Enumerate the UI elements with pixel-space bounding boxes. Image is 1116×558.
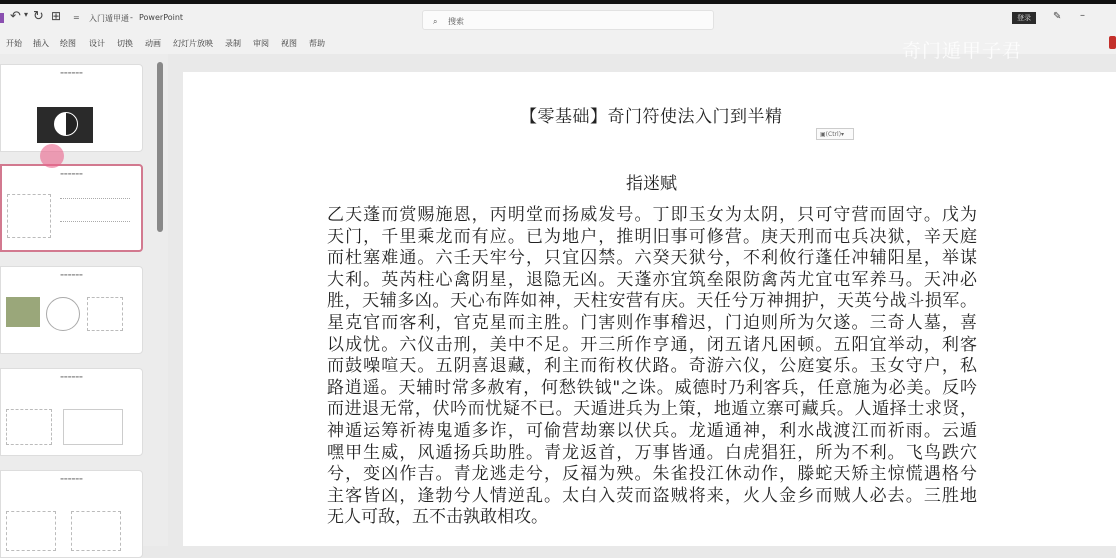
tab-slideshow[interactable]: 幻灯片放映: [173, 39, 213, 48]
body-line: 嘿甲生威，风遁扬兵助胜。青龙返首，万事皆通。白虎猖狂，所为不利。飞鸟跌穴: [327, 442, 977, 463]
body-line: 以成忧。六仪击刑，美中不足。开三所作亨通，闭五诸凡困顿。五阳宜举动，利客: [327, 334, 977, 355]
body-line: 星克官而客利，官克星而主胜。门害则作事稽迟，门迫则所为欠遂。三奇人墓，喜: [327, 312, 977, 333]
tab-draw[interactable]: 绘图: [60, 39, 76, 48]
body-line: 无人可敌，五不击孰敢相攻。: [327, 507, 548, 528]
redo-icon[interactable]: ↻: [33, 9, 44, 24]
thumbnail-wheel: [46, 297, 80, 331]
app-icon: [0, 13, 4, 23]
slide-thumbnail-pane: [0, 54, 168, 546]
yinyang-logo-image: [37, 107, 93, 143]
slide-thumbnail-1[interactable]: [0, 64, 143, 152]
slide-subtitle[interactable]: 指迷赋: [626, 174, 677, 194]
thumbnail-text: [60, 198, 130, 222]
body-line: 主客皆凶，逢勃兮人情逆乱。太白入荧而盗贼将来，火人金乡而贼人必去。三胜地: [327, 485, 977, 506]
chevron-down-icon: ▾: [841, 131, 845, 138]
tab-review[interactable]: 审阅: [253, 39, 269, 48]
thumbnail-image: [6, 297, 40, 327]
yinyang-icon: [54, 112, 78, 136]
search-input[interactable]: [422, 10, 714, 30]
thumbnail-caption: ▬▬▬▬▬▬: [60, 476, 83, 481]
paste-options-label: (Ctrl): [825, 131, 842, 138]
tab-design[interactable]: 设计: [89, 39, 105, 48]
thumbnail-grid: [63, 409, 123, 445]
login-button[interactable]: 登录: [1012, 12, 1036, 24]
tab-home[interactable]: 开始: [6, 39, 22, 48]
search-placeholder: 搜索: [448, 17, 465, 26]
thumbnail-grid: [6, 511, 56, 551]
thumbnail-grid: [71, 511, 121, 551]
thumbnail-grid: [6, 409, 52, 445]
body-line: 而进退无常，伏吟而忧疑不已。天遁进兵为上策，地遁立寨可藏兵。人遁择士求贤，: [327, 399, 977, 420]
tab-transitions[interactable]: 切换: [117, 39, 133, 48]
minimize-icon[interactable]: –: [1080, 10, 1085, 21]
slide-thumbnail-5[interactable]: [0, 470, 143, 558]
slide-body-text[interactable]: [327, 205, 977, 529]
thumbnail-caption: ▬▬▬▬▬▬: [60, 171, 83, 176]
slide-thumbnail-2[interactable]: [0, 164, 143, 252]
body-line: 而杜塞难通。六壬天牢兮，只宜囚禁。六癸天狱兮，不利攸行蓬任冲辅阳星，举谋: [327, 248, 977, 269]
slide-title[interactable]: 【零基础】奇门符使法入门到半精: [520, 107, 783, 127]
qat-customize-icon[interactable]: =: [73, 13, 80, 22]
body-line: 乙天蓬而赏赐施恩，丙明堂而扬威发号。丁即玉女为太阴，只可守营而固守。戊为: [327, 205, 977, 225]
app-name: PowerPoint: [139, 13, 184, 22]
title-bar: [0, 4, 1116, 32]
undo-icon[interactable]: ↶: [10, 9, 21, 24]
clipboard-icon: ▣: [820, 131, 826, 138]
thumbnail-grid: [7, 194, 51, 238]
slide-thumbnail-4[interactable]: [0, 368, 143, 456]
thumbnail-caption: ▬▬▬▬▬▬: [60, 374, 83, 379]
tab-record[interactable]: 录制: [225, 39, 241, 48]
body-line: 路逍遥。天辅时常多赦宥，何愁铁钺"之诛。威德时乃利客兵，任意施为必美。反吟: [327, 377, 977, 398]
file-name: 入门遁甲通: [89, 14, 129, 23]
watermark: 奇门遁甲子君: [902, 40, 1023, 62]
tab-help[interactable]: 帮助: [309, 39, 325, 48]
pen-icon[interactable]: ✎: [1053, 11, 1062, 22]
body-line: 神遁运筹祈祷鬼遁多诈，可偷营劫寨以伏兵。龙遁通神，利水战渡江而祈雨。云遁: [327, 420, 977, 441]
paste-options-button[interactable]: [816, 128, 854, 140]
title-separator: -: [130, 13, 133, 22]
slide-thumbnail-3[interactable]: [0, 266, 143, 354]
body-line: 大利。英芮柱心禽阴星，退隐无凶。天蓬亦宜筑垒限防禽芮尤宜屯军养马。天冲必: [327, 269, 977, 290]
undo-dropdown-icon[interactable]: ▾: [24, 10, 29, 19]
record-indicator-icon: [1109, 36, 1116, 49]
thumbnail-caption: ▬▬▬▬▬▬: [60, 272, 83, 277]
body-line: 兮，变凶作吉。青龙逃走兮，反福为殃。朱雀投江休动作，滕蛇天矫主惊慌遇格兮: [327, 464, 977, 485]
tab-animations[interactable]: 动画: [145, 39, 161, 48]
tab-insert[interactable]: 插入: [33, 39, 49, 48]
start-from-beginning-icon[interactable]: ⊞: [51, 9, 62, 23]
body-line: 胜，天辅多凶。天心布阵如神，天柱安营有庆。天任兮万神拥护，天英兮战斗损军。: [327, 291, 977, 312]
tab-view[interactable]: 视图: [281, 39, 297, 48]
thumbnail-caption: ▬▬▬▬▬▬: [60, 70, 83, 75]
search-icon: ⌕: [433, 17, 441, 26]
thumbnail-scrollbar[interactable]: [157, 62, 163, 232]
mouse-cursor-highlight: [40, 144, 64, 168]
body-line: 天门，千里乘龙而有应。已为地户，推明旧事可修营。庚天刑而屯兵决狱，辛天庭: [327, 226, 977, 247]
thumbnail-grid: [87, 297, 123, 331]
body-line: 而鼓噪喧天。五阴喜退藏，利主而衔枚伏路。奇游六仪，公庭宴乐。玉女守户，私: [327, 356, 977, 377]
